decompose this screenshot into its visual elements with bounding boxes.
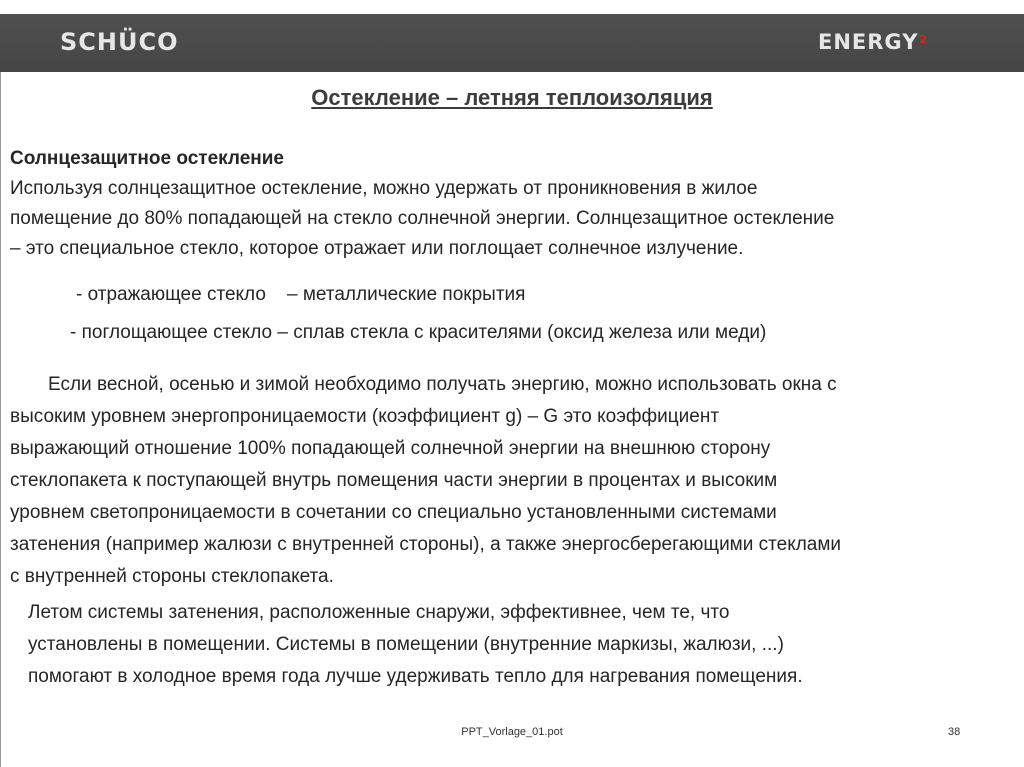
schuco-logo: SCHÜCO — [60, 28, 179, 56]
energy-logo-text: ENERGY — [818, 30, 919, 54]
left-divider — [0, 72, 1, 767]
para3-line-3: помогают в холодное время года лучше удерживать тепло для нагревания помещения. — [28, 666, 803, 687]
para2-line-2: высоким уровнем энергопроницаемости (коэффициент g) – G это коэффициент — [10, 406, 720, 427]
para1-line-2: помещение до 80% попадающей на стекло солнечной энергии. Солнцезащитное остекление — [10, 208, 835, 229]
para2-line-1: Если весной, осенью и зимой необходимо получать энергию, можно использовать окна с — [48, 374, 837, 395]
footer-page-number: 38 — [948, 726, 961, 738]
bullet-absorbing: - поглощающее стекло – сплав стекла с красителями (оксид железа или меди) — [70, 322, 767, 343]
para3-line-2: установлены в помещении. Системы в помещении (внутренние маркизы, жалюзи, ...) — [28, 634, 784, 655]
para1-line-3: – это специальное стекло, которое отражает или поглощает солнечное излучение. — [10, 238, 744, 259]
slide-title: Остекление – летняя теплоизоляция — [311, 85, 713, 110]
para2-line-4: стеклопакета к поступающей внутрь помещения части энергии в процентах и высоким — [10, 470, 778, 491]
para1-line-1: Используя солнцезащитное остекление, можно удержать от проникновения в жилое — [10, 178, 758, 199]
para3-line-1: Летом системы затенения, расположенные снаружи, эффективнее, чем те, что — [28, 602, 730, 623]
section-heading: Солнцезащитное остекление — [10, 148, 284, 169]
para2-line-7: с внутренней стороны стеклопакета. — [10, 566, 334, 587]
top-strip — [0, 0, 1024, 14]
energy-logo — [818, 31, 928, 53]
para2-line-5: уровнем светопроницаемости в сочетании со специально установленными системами — [10, 502, 777, 523]
header-bar — [0, 14, 1024, 72]
para2-line-6: затенения (например жалюзи с внутренней стороны), а также энергосберегающими стеклами — [10, 534, 842, 555]
para2-line-3: выражающий отношение 100% попадающей солнечной энергии на внешнюю сторону — [10, 438, 771, 459]
footer-filename: PPT_Vorlage_01.pot — [461, 726, 563, 738]
energy-logo-superscript: 2 — [919, 33, 929, 46]
bullet-reflective: - отражающее стекло – металлические покрытия — [76, 284, 526, 305]
